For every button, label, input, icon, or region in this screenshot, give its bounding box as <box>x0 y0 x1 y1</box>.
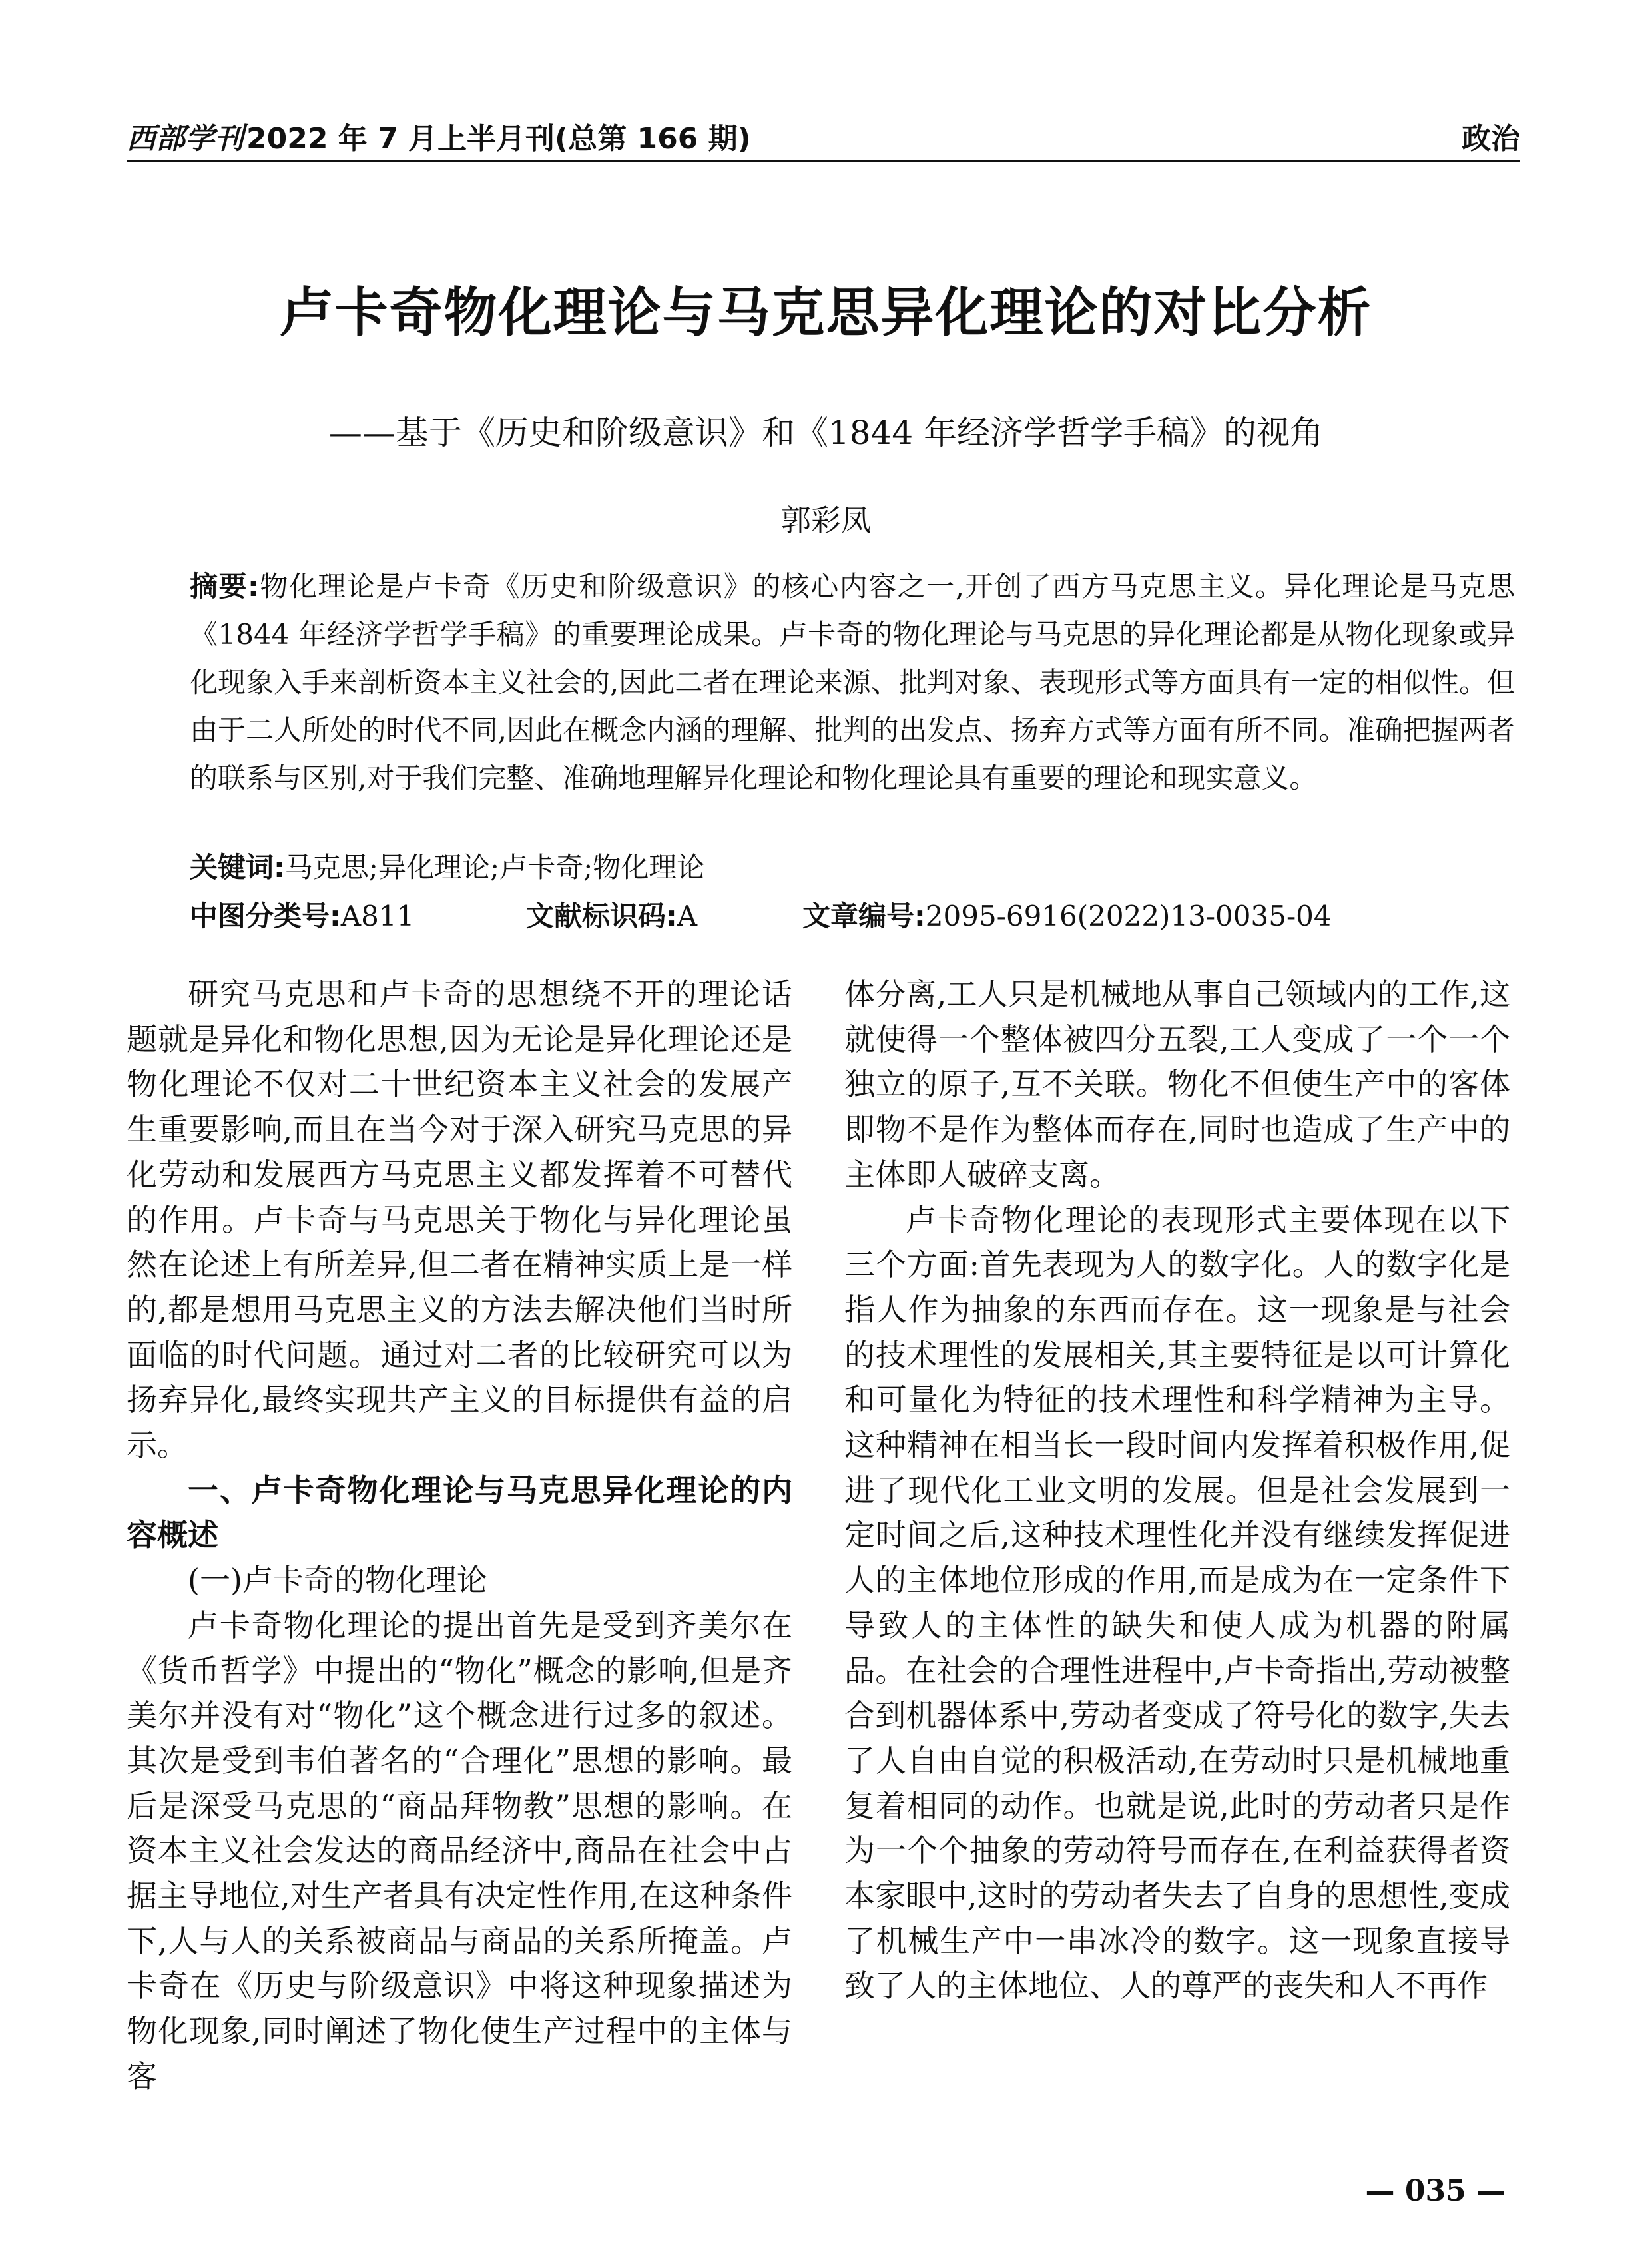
page-number: — 035 — <box>1365 2174 1506 2208</box>
article-no-label: 文章编号: <box>802 900 926 932</box>
article-no-value: 2095-6916(2022)13-0035-04 <box>925 900 1332 932</box>
article-title: 卢卡奇物化理论与马克思异化理论的对比分析 <box>280 281 1372 344</box>
clc-value: A811 <box>340 900 415 932</box>
subsection-heading: (一)卢卡奇的物化理论 <box>188 1562 487 1599</box>
journal-logo: 西部学刊 <box>127 122 244 156</box>
author-name: 郭彩凤 <box>780 503 871 538</box>
body-column-right <box>844 972 1510 2009</box>
doc-code-label: 文献标识码: <box>526 900 677 932</box>
abstract-text: 物化理论是卢卡奇《历史和阶级意识》的核心内容之一,开创了西方马克思主义。异化理论是马克思《1844 年经济学哲学手稿》的重要理论成果。卢卡奇的物化理论与马克思的异化理论都是从物化现象或异化现象入手来剖析资本主义社会的,因此二者在理论来源、批判对象、表现形式等方面具有一定的相似性。但由于二人所处的时代不同,因此在概念内涵的理解、批判的出发点、扬弃方式等方面有所不同。准确把握两者的联系与区别,对于我们完整、准确地理解异化理论和物化理论具有重要的理论和现实意义。 <box>190 570 1515 794</box>
keywords-text: 马克思;异化理论;卢卡奇;物化理论 <box>284 851 705 884</box>
clc-number <box>190 894 414 934</box>
abstract-label: 摘要: <box>190 570 259 603</box>
running-header-left <box>127 115 751 157</box>
body-paragraph: 研究马克思和卢卡奇的思想绕不开的理论话题就是异化和物化思想,因为无论是异化理论还是物化理论不仅对二十世纪资本主义社会的发展产生重要影响,而且在当今对于深入研究马克思的异化劳动和发展西方马克思主义都发挥着不可替代的作用。卢卡奇与马克思关于物化与异化理论虽然在论述上有所差异,但二者在精神实质上是一样的,都是想用马克思主义的方法去解决他们当时所面临的时代问题。通过对二者的比较研究可以为扬弃异化,最终实现共产主义的目标提供有益的启示。 <box>127 976 792 1464</box>
keywords-label: 关键词: <box>190 851 285 884</box>
clc-label: 中图分类号: <box>190 900 341 932</box>
issue-info: 2022 年 7 月上半月刊(总第 166 期) <box>246 122 751 156</box>
section-heading: 一、卢卡奇物化理论与马克思异化理论的内容概述 <box>127 1472 792 1553</box>
doc-code-value: A <box>677 900 698 932</box>
header-rule <box>127 160 1520 162</box>
article-number <box>802 894 1332 934</box>
article-subtitle: ——基于《历史和阶级意识》和《1844 年经济学哲学手稿》的视角 <box>328 414 1324 452</box>
body-paragraph: 体分离,工人只是机械地从事自己领域内的工作,这就使得一个整体被四分五裂,工人变成了一个一个独立的原子,互不关联。物化不但使生产中的客体即物不是作为整体而存在,同时也造成了生产中的主体即人破碎支离。 <box>844 976 1510 1193</box>
body-paragraph: 卢卡奇物化理论的表现形式主要体现在以下三个方面:首先表现为人的数字化。人的数字化是指人作为抽象的东西而存在。这一现象是与社会的技术理性的发展相关,其主要特征是以可计算化和可量化为特征的技术理性和科学精神为主导。这种精神在相当长一段时间内发挥着积极作用,促进了现代化工业文明的发展。但是社会发展到一定时间之后,这种技术理性化并没有继续发挥促进人的主体地位形成的作用,而是成为在一定条件下导致人的主体性的缺失和使人成为机器的附属品。在社会的合理性进程中,卢卡奇指出,劳动被整合到机器体系中,劳动者变成了符号化的数字,失去了人自由自觉的积极活动,在劳动时只是机械地重复着相同的动作。也就是说,此时的劳动者只是作为一个个抽象的劳动符号而存在,在利益获得者资本家眼中,这时的劳动者失去了自身的思想性,变成了机械生产中一串冰冷的数字。这一现象直接导致了人的主体地位、人的尊严的丧失和人不再作 <box>844 1201 1510 2004</box>
abstract <box>190 563 1515 802</box>
body-paragraph: 卢卡奇物化理论的提出首先是受到齐美尔在《货币哲学》中提出的“物化”概念的影响,但是齐美尔并没有对“物化”这个概念进行过多的叙述。其次是受到韦伯著名的“合理化”思想的影响。最后是深受马克思的“商品拜物教”思想的影响。在资本主义社会发达的商品经济中,商品在社会中占据主导地位,对生产者具有决定性作用,在这种条件下,人与人的关系被商品与商品的关系所掩盖。卢卡奇在《历史与阶级意识》中将这种现象描述为物化现象,同时阐述了物化使生产过程中的主体与客 <box>127 1607 792 2094</box>
keywords <box>190 846 704 886</box>
document-code <box>526 894 697 934</box>
section-label: 政治 <box>1462 122 1520 156</box>
body-column-left <box>127 972 792 2100</box>
abstract-paragraph <box>190 563 1515 802</box>
